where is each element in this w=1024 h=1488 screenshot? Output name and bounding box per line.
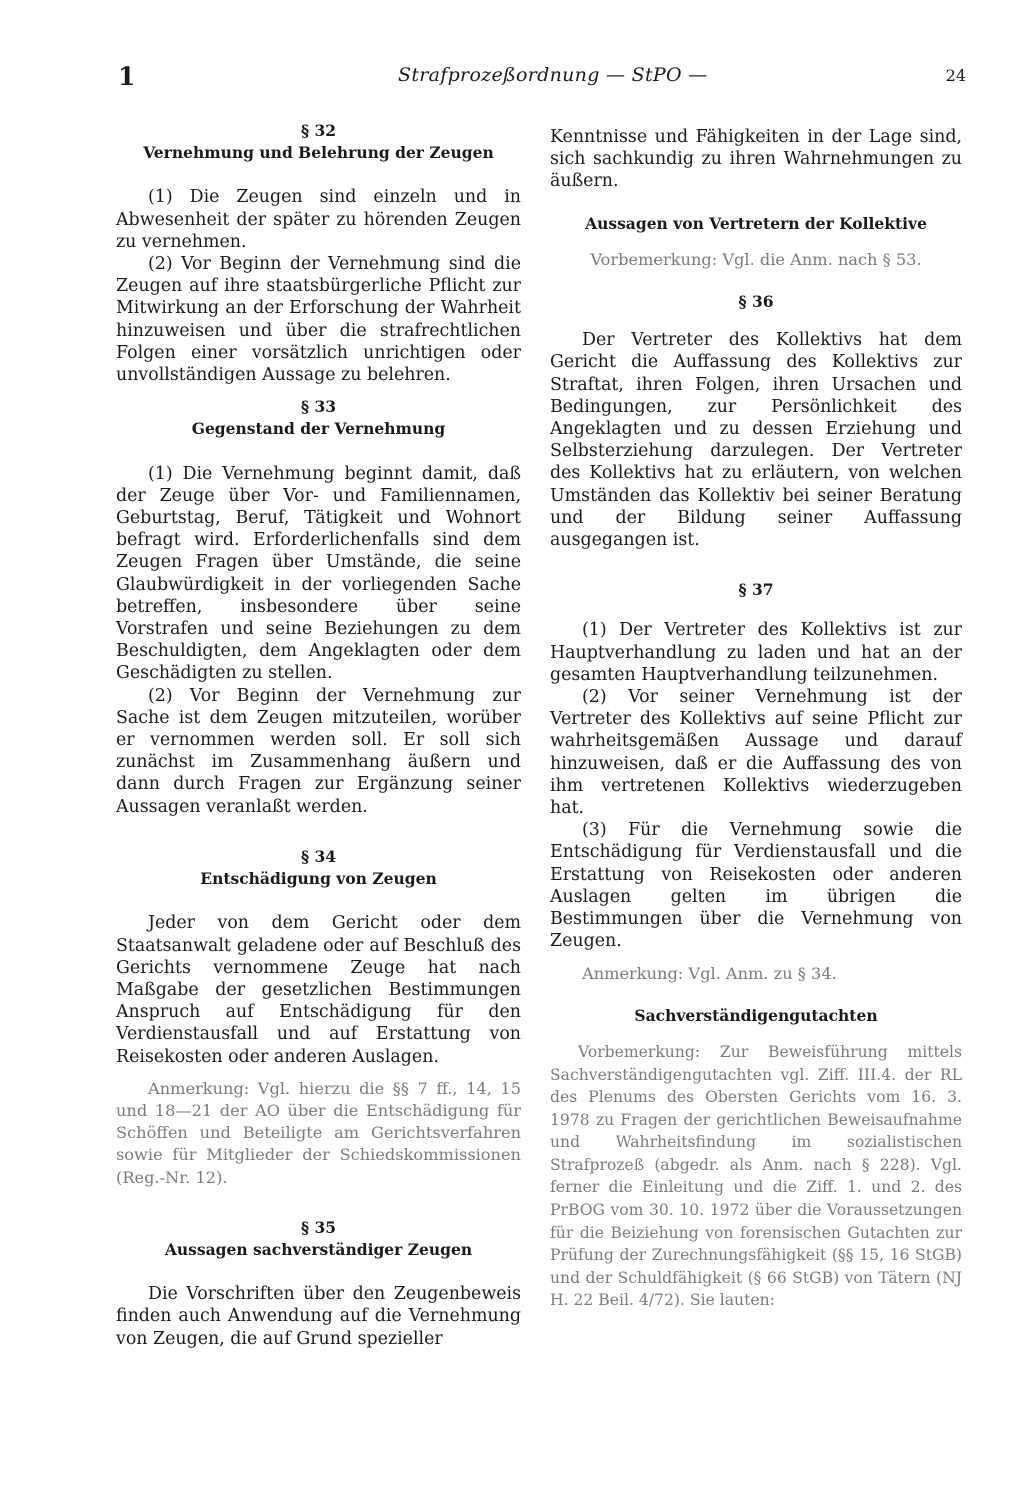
section-35-number: § 35 bbox=[300, 1217, 337, 1237]
gutachten-heading: Sachverständigengutachten bbox=[634, 1005, 878, 1025]
section-34-title: Entschädigung von Zeugen bbox=[200, 869, 437, 889]
section-32-title: Vernehmung und Belehrung der Zeugen bbox=[143, 143, 494, 163]
kollektive-heading: Aussagen von Vertretern der Kollektive bbox=[585, 213, 927, 233]
section-36-paragraph-1: Der Vertreter des Kollektivs hat dem Gericht die Auffassung des Kollektivs zur Straftat, ihren Folgen, ihren Ursachen und Bedingungen, zur Persönlichkeit des Angeklagten und zu dessen Erziehung und Selbsterziehung darzulegen. Der Vertreter des Kollektivs hat zu erläutern, von welchen Umständen das Kollektiv bei seiner Beratung und der Bildung seiner Auffassung ausgegangen ist. bbox=[550, 330, 962, 551]
section-33-number: § 33 bbox=[300, 397, 337, 417]
page-number: 24 bbox=[945, 66, 966, 85]
page-header bbox=[118, 62, 966, 96]
gutachten-note: Vorbemerkung: Zur Beweisführung mittels Sachverständigengutachten vgl. Ziff. III.4. der RL des Plenums des Obersten Gerichts vom 16. 3. 1978 zu Fragen der gerichtlichen Beweisaufnahme und Wahrheitsfindung im sozialistischen Strafprozeß (abgedr. als Anm. nach § 228). Vgl. ferner die Einleitung und die Ziff. 1. und 2. des PrBOG vom 30. 10. 1972 über die Voraussetzungen für die Beiziehung von forensischen Gutachten zur Prüfung der Zurechnungsfähigkeit (§§ 15, 16 StGB) und der Schuldfähigkeit (§ 66 StGB) von Tätern (NJ H. 22 Beil. 4/72). Sie lauten: bbox=[550, 1042, 962, 1310]
section-32-number: § 32 bbox=[300, 121, 337, 140]
section-32-paragraph-1: (1) Die Zeugen sind einzeln und in Abwesenheit der später zu hörenden Zeugen zu vernehmen. bbox=[116, 187, 521, 252]
section-33-paragraph-2: (2) Vor Beginn der Vernehmung zur Sache ist dem Zeugen mitzuteilen, worüber er vernommen werden soll. Er soll sich zunächst im Zusammenhang äußern und dann durch Fragen zur Ergänzung seiner Aussagen veranlaßt werden. bbox=[116, 685, 521, 817]
section-37-paragraph-1: (1) Der Vertreter des Kollektivs ist zur Hauptverhandlung zu laden und hat an der gesamten Hauptverhandlung teilzunehmen. bbox=[550, 620, 962, 685]
section-33-paragraph-1: (1) Die Vernehmung beginnt damit, daß der Zeuge über Vor- und Familiennamen, Geburtstag, Beruf, Tätigkeit und Wohnort befragt wird. Erforderlichenfalls sind dem Zeugen Fragen über Umstände, die seine Glaubwürdigkeit in der vorliegenden Sache betreffen, insbesondere über seine Vorstrafen und seine Beziehungen zu dem Beschuldigten, dem Angeklagten oder dem Geschädigten zu stellen. bbox=[116, 463, 521, 684]
section-32-paragraph-2: (2) Vor Beginn der Vernehmung sind die Zeugen auf ihre staatsbürgerliche Pflicht zur Mitwirkung an der Erforschung der Wahrheit hinzuweisen und über die strafrechtlichen Folgen einer vorsätzlich unrichtigen oder unvollständigen Aussage zu belehren. bbox=[116, 254, 521, 386]
section-34-number: § 34 bbox=[300, 846, 337, 866]
kollektive-note: Vorbemerkung: Vgl. die Anm. nach § 53. bbox=[590, 249, 922, 269]
section-35-paragraph-1: Die Vorschriften über den Zeugenbeweis finden auch Anwendung auf die Vernehmung von Zeugen, die auf Grund spezieller bbox=[116, 1284, 521, 1349]
running-title: Strafprozeßordnung — StPO — bbox=[398, 64, 708, 86]
section-37-paragraph-2: (2) Vor seiner Vernehmung ist der Vertreter des Kollektivs auf seine Pflicht zur wahrheitsgemäßen Aussage und darauf hinzuweisen, daß er die Auffassung des von ihm vertretenen Kollektivs wiederzugeben hat. bbox=[550, 687, 962, 819]
section-37-note: Anmerkung: Vgl. Anm. zu § 34. bbox=[582, 963, 837, 983]
section-35-continuation: Kenntnisse und Fähigkeiten in der Lage sind, sich sachkundig zu ihren Wahrnehmungen zu äußern. bbox=[550, 127, 962, 192]
section-33-title: Gegenstand der Vernehmung bbox=[191, 419, 446, 439]
left-column bbox=[116, 120, 521, 1350]
section-37-paragraph-3: (3) Für die Vernehmung sowie die Entschädigung für Verdienstausfall und die Erstattung von Reisekosten oder anderen Auslagen gelten im übrigen die Bestimmungen über die Vernehmung von Zeugen. bbox=[550, 820, 962, 952]
chapter-number: 1 bbox=[118, 62, 136, 91]
section-34-paragraph-1: Jeder von dem Gericht oder dem Staatsanwalt geladene oder auf Beschluß des Gerichts vernommene Zeuge hat nach Maßgabe der gesetzlichen Bestimmungen Anspruch auf Entschädigung für den Verdienstausfall und auf Erstattung von Reisekosten oder anderen Auslagen. bbox=[116, 913, 521, 1067]
section-37-number: § 37 bbox=[738, 580, 774, 600]
section-34-note: Anmerkung: Vgl. hierzu die §§ 7 ff., 14, 15 und 18—21 der AO über die Entschädigung für Schöffen und Beteiligte am Gerichtsverfahren sowie für Mitglieder der Schiedskommissionen (Reg.-Nr. 12). bbox=[116, 1078, 521, 1187]
section-36-number: § 36 bbox=[738, 292, 774, 312]
right-column bbox=[550, 126, 962, 1312]
section-35-title: Aussagen sachverständiger Zeugen bbox=[164, 1239, 473, 1259]
